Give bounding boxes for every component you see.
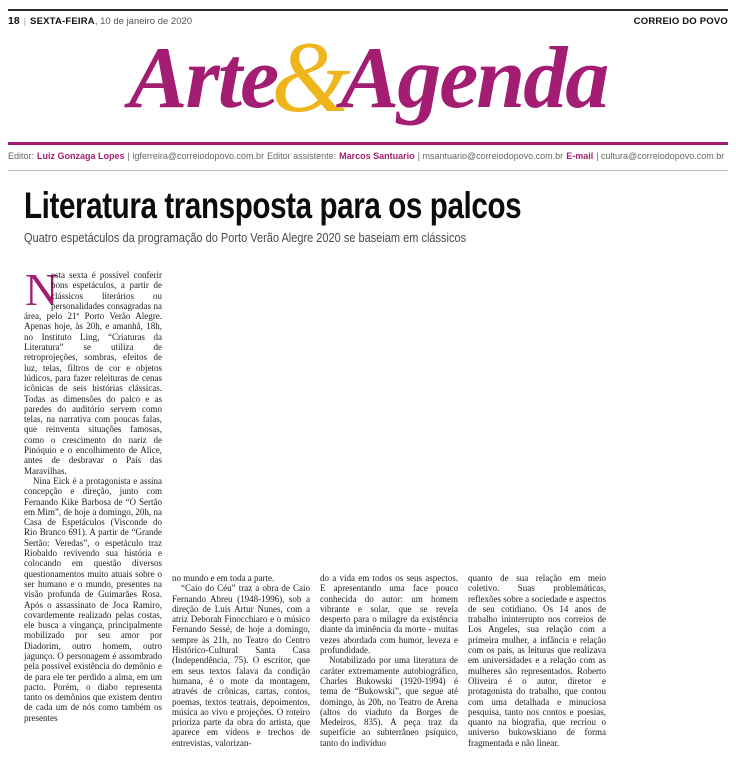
article-paragraph bbox=[24, 476, 162, 723]
email-label: E-mail bbox=[566, 151, 594, 161]
page-number: 18 bbox=[8, 15, 20, 27]
article-column-4 bbox=[468, 270, 606, 748]
editor-label: Editor: bbox=[8, 151, 35, 161]
article-paragraph bbox=[320, 655, 458, 748]
assistant-editor-email: | msantuario@correiodopovo.com.br bbox=[417, 151, 564, 161]
article-subheadline: Quatro espetáculos da programação do Porto Verão Alegre 2020 se baseiam em clássicos bbox=[24, 231, 467, 245]
top-rule bbox=[8, 9, 728, 11]
masthead-word-agenda: Agenda bbox=[340, 30, 608, 127]
section-email: | cultura@correiodopovo.com.br bbox=[596, 151, 725, 161]
masthead-word-arte: Arte bbox=[128, 30, 278, 127]
article-paragraph bbox=[468, 573, 606, 748]
newspaper-name: CORREIO DO POVO bbox=[633, 16, 728, 27]
article-column-3 bbox=[320, 270, 458, 748]
article-body bbox=[24, 264, 606, 748]
article-column-2 bbox=[172, 270, 310, 748]
masthead-rule bbox=[8, 142, 728, 145]
paragraph-text: esta sexta é possível conferir bons espetáculos, a partir de clássicos literários ou personalidades consagradas na área, pelo 21º Porto Verão Alegre. Apenas hoje, às 20h, e amanhã, 18h, no Instituto Ling, “Criaturas da Literatura” se utiliza de retroprojeções, sombras, efeitos de luz, telas, filtros de cor e objetos lúdicos, para fazer releituras de cenas icônicas de seis histórias clássicas. Todas as dimensões do palco e as paredes do auditório servem como telas, na narrativa com poucas falas, que reinventa situações famosas, como o crescimento do nariz de Pinóquio e o encolhimento de Alice, antes de desbravar o País das Maravilhas. bbox=[24, 270, 162, 476]
editor-bar-rule bbox=[8, 170, 728, 171]
editor-bar bbox=[8, 151, 727, 161]
masthead-ampersand: & bbox=[271, 21, 351, 134]
weekday-label: SEXTA-FEIRA bbox=[30, 16, 95, 27]
editor-email: | lgferreira@correiodopovo.com.br bbox=[127, 151, 265, 161]
paragraph-text: Nina Eick é a protagonista e assina concepção e direção, junto com Fernando Kike Barbosa de “O Sertão em Mim”, de hoje a domingo, 20h, na Casa de Espetáculos (Visconde do Rio Branco 691). A partir de “Grande Sertão: Veredas”, o espetáculo traz Riobaldo revivendo sua história e colocando em questão diversos questionamentos muito atuais sobre o ser humano e o mundo, presentes na visão profunda de Guimarães Rosa. Após o assassinato de Joca Ramiro, covardemente realizado pelas costas, ele busca a vingança, principalmente mobilizado por seu amor por Diadorim, outro homem, outro jagunço. O personagem é assombrado pela possível existência do demônio e de para ele ter perdido a alma, em um pacto. Porém, o diabo representa tanto os demônios que existem dentro de cada um de nós como também os presentes bbox=[24, 475, 162, 723]
drop-cap: N bbox=[25, 264, 59, 315]
paragraph-text: no mundo e em toda a parte. bbox=[172, 573, 275, 583]
article-headline: Literatura transposta para os palcos bbox=[24, 185, 522, 226]
date-label: , 10 de janeiro de 2020 bbox=[94, 16, 193, 27]
editor-name: Luiz Gonzaga Lopes bbox=[37, 151, 125, 161]
paragraph-text: Notabilizado por uma literatura de caráter extremamente autobiográfico, Charles Bukowski (1920-1994) é tema de “Bukowski”, que segue até domingo, às 20h, no Teatro de Arena (altos do viaduto da Borges de Medeiros, 835). A peça traz da superfície ao subterrâneo psíquico, tanto do indivíduo bbox=[320, 655, 458, 748]
article-paragraph bbox=[172, 573, 310, 583]
assistant-editor-label: Editor assistente: bbox=[267, 151, 337, 161]
article-paragraph bbox=[320, 573, 458, 655]
paragraph-text: do a vida em todos os seus aspectos. E apresentando uma face pouco conhecida do autor: um homem vibrante e solar, que se revela desperto para o milagre da existência diante da iminência da morte - muitas vezes abordada com humor, leveza e profundidade. bbox=[320, 573, 458, 656]
article-column-1 bbox=[24, 264, 162, 748]
article-paragraph bbox=[172, 583, 310, 748]
article-paragraph bbox=[24, 264, 162, 476]
assistant-editor-name: Marcos Santuario bbox=[339, 151, 415, 161]
paragraph-text: “Caio do Céu” traz a obra de Caio Fernando Abreu (1948-1996), sob a direção de Luís Artur Nunes, com a atriz Deborah Finocchiaro e o músico Fernando Sessé, de hoje a domingo, sempre às 21h, no Teatro do Centro Histórico-Cultural Santa Casa (Independência, 75). O escritor, que em seus textos falava da condição humana, é o mote da montagem, através de crônicas, cartas, contos, poemas, textos teatrais, depoimentos, música ao vivo e projeções. O roteiro prioriza parte da obra do artista, que aparece em vídeos e trechos de entrevistas, valorizan- bbox=[172, 583, 310, 748]
paragraph-text: quanto de sua relação em meio coletivo. Suas problemáticas, reflexões sobre a sociedade e aspectos de seu cotidiano. Os 14 anos de trabalho ininterrupto nos correios de Los Angeles, sua relação com a primeira mulher, a infância e relação com os pais, as leituras que realizava em universidades e a relação com as mulheres são representados. Roberto Oliveira é o autor, diretor e protagonista do trabalho, que contou com uma detalhada e minuciosa pesquisa, tanto nos contos e poesias, quanto na biografia, que recriou o universo bukowskiano de forma fragmentada e não linear. bbox=[468, 573, 606, 748]
folio-separator: | bbox=[23, 16, 27, 26]
